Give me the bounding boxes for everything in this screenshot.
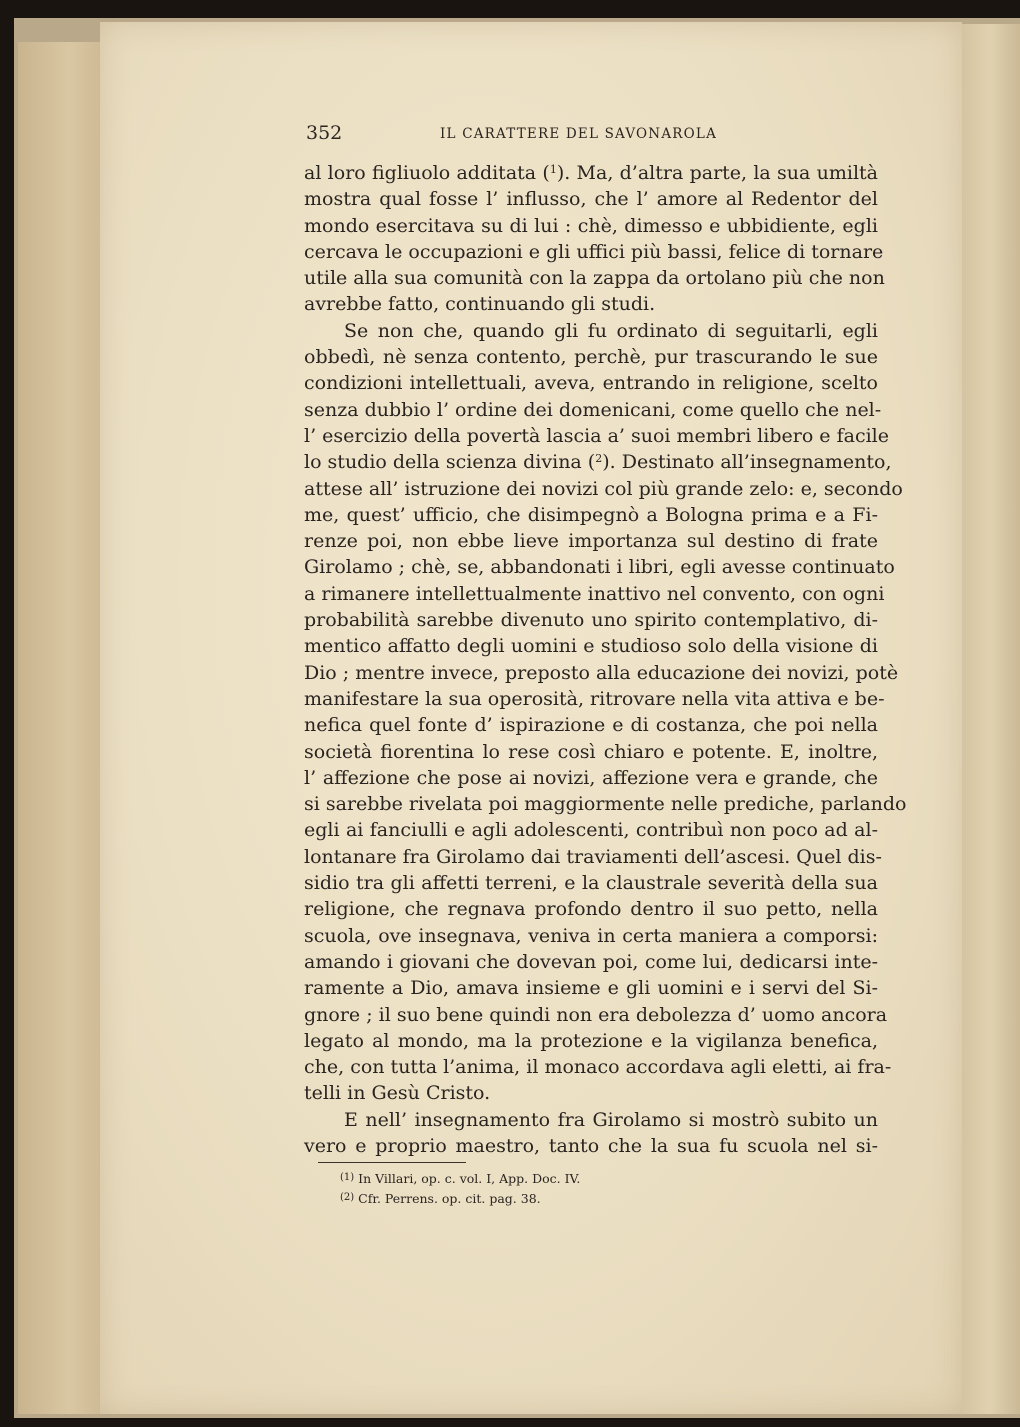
text-line — [304, 817, 878, 843]
text-line-continuation: ). Ma, d’altra parte, la sua umiltà — [556, 162, 878, 184]
facing-page-edge-left — [18, 42, 104, 1414]
text-line — [304, 370, 878, 396]
footnote-divider — [318, 1162, 466, 1163]
text-line-content: lontanare fra Girolamo dai traviamenti dell’ascesi. Quel dis- — [304, 845, 882, 868]
text-line — [304, 712, 878, 738]
page-number: 352 — [306, 122, 343, 144]
text-line — [304, 186, 878, 212]
text-line — [304, 318, 878, 344]
text-line-content: nefica quel fonte d’ ispirazione e di costanza, che poi nella — [304, 714, 878, 737]
text-line-content: cercava le occupazioni e gli uffici più bassi, felice di tornare — [304, 240, 884, 263]
text-line — [304, 949, 878, 975]
body-text — [304, 160, 907, 1159]
text-line — [304, 213, 878, 239]
text-line — [304, 449, 892, 475]
text-line — [304, 502, 878, 528]
text-line-content: gnore ; il suo bene quindi non era debolezza d’ uomo ancora — [304, 1003, 888, 1026]
text-line — [304, 633, 878, 659]
text-line-content: egli ai fanciulli e agli adolescenti, contribuì non poco ad al- — [304, 819, 878, 842]
footnote-mark: (2) — [340, 1192, 355, 1203]
text-line — [304, 344, 878, 370]
text-line-content: E nell’ insegnamento fra Girolamo si mostrò subito un — [344, 1108, 878, 1131]
footnote — [340, 1168, 760, 1188]
footnote-text: In Villari, op. c. vol. I, App. Doc. IV. — [354, 1171, 581, 1186]
text-line-content: avrebbe fatto, continuando gli studi. — [304, 293, 656, 316]
text-line-content: ramente a Dio, amava insieme e gli uomini e i servi del Si- — [304, 977, 878, 1000]
text-line-content: telli in Gesù Cristo. — [304, 1082, 491, 1105]
text-line-content: probabilità sarebbe divenuto uno spirito contemplativo, di- — [304, 609, 878, 632]
text-line-content: religione, che regnava profondo dentro il suo petto, nella — [304, 898, 878, 921]
text-line — [304, 265, 885, 291]
footnote-mark: (1) — [340, 1172, 355, 1183]
text-line — [304, 1028, 878, 1054]
footnote — [340, 1188, 760, 1208]
text-line — [304, 765, 878, 791]
text-line-content: Dio ; mentre invece, preposto alla educazione dei novizi, potè — [304, 661, 899, 684]
text-line — [304, 291, 878, 317]
text-line — [304, 581, 885, 607]
text-line — [304, 923, 878, 949]
text-line — [304, 476, 903, 502]
text-line-content: obbedì, nè senza contento, perchè, pur trascurando le sue — [304, 346, 878, 369]
facing-page-edge-right — [960, 24, 1020, 1414]
text-line-content: si sarebbe rivelata poi maggiormente nelle prediche, parlando — [304, 793, 907, 816]
text-line-content: condizioni intellettuali, aveva, entrando in religione, scelto — [304, 372, 878, 395]
text-line — [304, 1002, 888, 1028]
text-line-continuation: ). Destinato all’insegnamento, — [602, 451, 892, 474]
text-line-content: manifestare la sua operosità, ritrovare nella vita attiva e be- — [304, 687, 885, 710]
text-line-content: lo studio della scienza divina ( — [304, 451, 596, 474]
text-line-content: l’ affezione che pose ai novizi, affezione vera e grande, che — [304, 766, 878, 789]
text-line — [304, 554, 895, 580]
text-line — [304, 844, 882, 870]
text-line-content: mostra qual fosse l’ influsso, che l’ amore al Redentor del — [304, 188, 878, 211]
text-line — [304, 739, 878, 765]
text-line-content: l’ esercizio della povertà lascia a’ suoi membri libero e facile — [304, 424, 889, 447]
text-line — [304, 1080, 878, 1106]
text-line — [304, 1133, 878, 1159]
text-line — [304, 160, 878, 186]
running-title: IL CARATTERE DEL SAVONAROLA — [440, 126, 718, 142]
text-line — [304, 1107, 878, 1133]
text-line-content: senza dubbio l’ ordine dei domenicani, come quello che nel- — [304, 398, 882, 421]
footnote-reference: 1 — [549, 163, 557, 176]
text-line-content: Se non che, quando gli fu ordinato di seguitarli, egli — [344, 319, 878, 342]
text-line-content: mondo esercitava su di lui : chè, dimesso e ubbidiente, egli — [304, 214, 878, 237]
text-line-content: amando i giovani che dovevan poi, come lui, dedicarsi inte- — [304, 950, 878, 973]
footnote-text: Cfr. Perrens. op. cit. pag. 38. — [354, 1191, 541, 1206]
text-line-content: renze poi, non ebbe lieve importanza sul destino di frate — [304, 530, 878, 553]
text-line — [304, 1054, 892, 1080]
text-line — [304, 896, 878, 922]
text-line-content: scuola, ove insegnava, veniva in certa maniera a comporsi: — [304, 924, 878, 947]
text-line-content: che, con tutta l’anima, il monaco accordava agli eletti, ai fra- — [304, 1056, 892, 1079]
text-line — [304, 607, 878, 633]
text-line-content: me, quest’ ufficio, che disimpegnò a Bologna prima e a Fi- — [304, 503, 878, 526]
text-line — [304, 791, 907, 817]
text-line — [304, 397, 882, 423]
text-line-content: Girolamo ; chè, se, abbandonati i libri, egli avesse continuato — [304, 556, 895, 579]
text-line — [304, 870, 878, 896]
text-line — [304, 975, 878, 1001]
footnote-reference: 2 — [595, 452, 603, 466]
text-line — [304, 686, 885, 712]
text-line-content: utile alla sua comunità con la zappa da ortolano più che non — [304, 267, 885, 290]
text-line-content: mentico affatto degli uomini e studioso solo della visione di — [304, 635, 878, 658]
text-line-content: a rimanere intellettualmente inattivo nel convento, con ogni — [304, 582, 885, 605]
text-line — [304, 528, 878, 554]
text-line-content: al loro figliuolo additata ( — [304, 162, 550, 184]
text-line-content: attese all’ istruzione dei novizi col più grande zelo: e, secondo — [304, 477, 903, 500]
text-line — [304, 423, 889, 449]
text-line-content: legato al mondo, ma la protezione e la vigilanza benefica, — [304, 1029, 878, 1052]
text-line — [304, 660, 899, 686]
text-line-content: sidio tra gli affetti terreni, e la claustrale severità della sua — [304, 872, 878, 895]
text-line-content: vero e proprio maestro, tanto che la sua fu scuola nel si- — [304, 1134, 878, 1157]
text-line-content: società fiorentina lo rese così chiaro e potente. E, inoltre, — [304, 740, 878, 763]
footnotes — [340, 1168, 760, 1208]
text-line — [304, 239, 884, 265]
page-header — [306, 122, 876, 146]
